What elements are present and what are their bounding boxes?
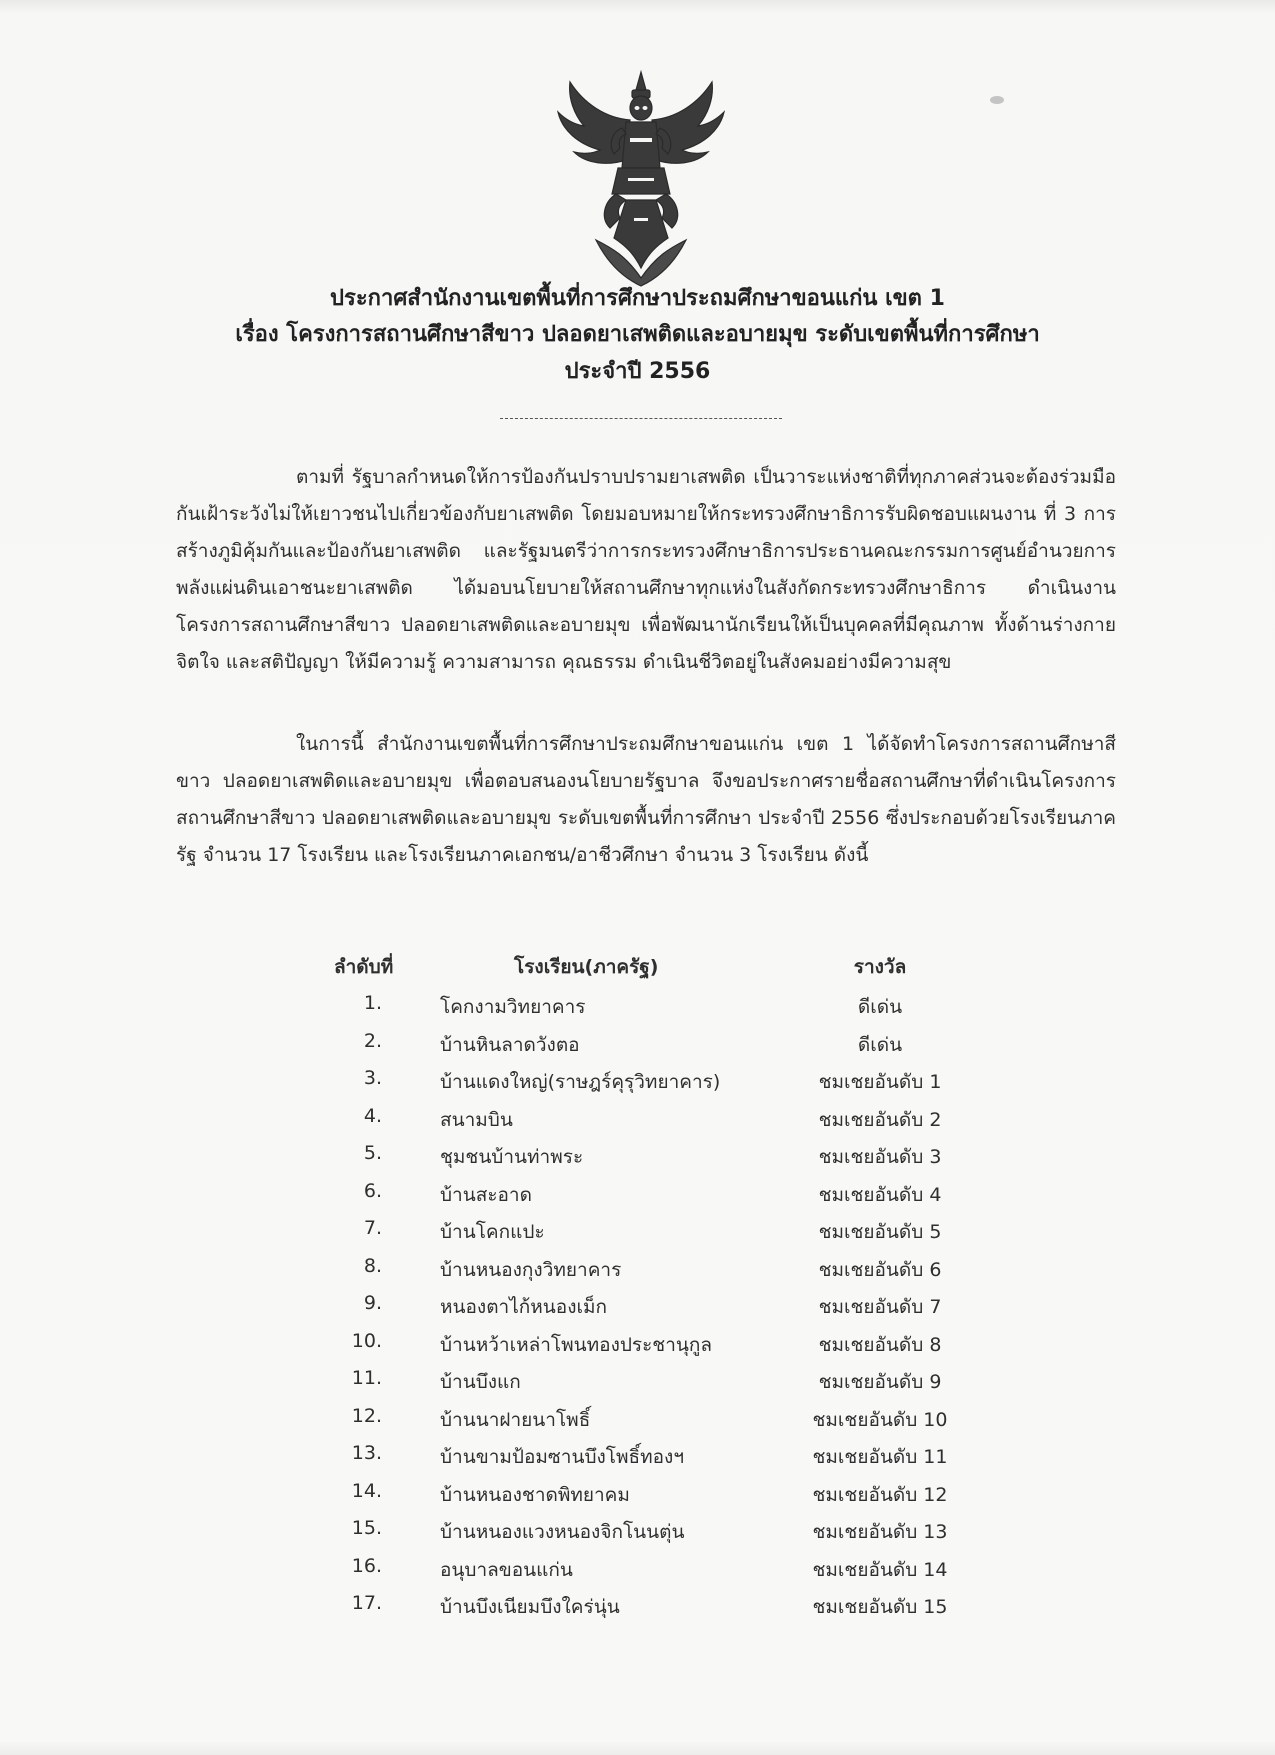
table-row	[320, 1180, 980, 1218]
table-row	[320, 1442, 980, 1480]
table-row	[320, 1292, 980, 1330]
row-school: บ้านแดงใหญ่(ราษฎร์คุรุวิทยาคาร)	[440, 1071, 721, 1093]
row-school: บ้านหนองกุงวิทยาคาร	[440, 1258, 622, 1281]
row-number: 15.	[351, 1517, 382, 1539]
scan-speck	[990, 96, 1004, 104]
table-row	[320, 1330, 980, 1368]
dashed-divider	[500, 418, 782, 419]
table-row	[320, 1255, 980, 1293]
table-row	[320, 1592, 980, 1630]
row-award: ชมเชยอันดับ 1	[818, 1071, 942, 1093]
row-school: หนองตาไก้หนองเม็ก	[440, 1296, 607, 1318]
row-award: ชมเชยอันดับ 7	[818, 1296, 942, 1318]
row-award: ดีเด่น	[857, 1033, 903, 1056]
row-number: 16.	[351, 1554, 382, 1577]
row-award: ชมเชยอันดับ 13	[812, 1521, 948, 1543]
table-row	[320, 1517, 980, 1555]
row-number: 13.	[351, 1442, 382, 1464]
row-number: 12.	[351, 1404, 382, 1427]
paragraph-1-text: ตามที่ รัฐบาลกำหนดให้การป้องกันปราบปรามยาเสพติด เป็นวาระแห่งชาติที่ทุกภาคส่วนจะต้องร่วมมือกันเฝ้าระวังไม่ให้เยาวชนไปเกี่ยวข้องกับยาเสพติด โดยมอบหมายให้กระทรวงศึกษาธิการรับผิดชอบแผนงาน ที่ 3 การสร้างภูมิคุ้มกันและป้องกันยาเสพติด และรัฐมนตรีว่าการกระทรวงศึกษาธิการประธานคณะกรรมการศูนย์อำนวยการพลังแผ่นดินเอาชนะยาเสพติด ได้มอบนโยบายให้สถานศึกษาทุกแห่งในสังกัดกระทรวงศึกษาธิการ ดำเนินงานโครงการสถานศึกษาสีขาว ปลอดยาเสพติดและอบายมุข เพื่อพัฒนานักเรียนให้เป็นบุคคลที่มีคุณภาพ ทั้งด้านร่างกาย จิตใจ และสติปัญญา ให้มีความรู้ ความสามารถ คุณธรรม ดำเนินชีวิตอยู่ในสังคมอย่างมีความสุข	[176, 466, 1116, 673]
table-row	[320, 1105, 980, 1143]
announcement-year: ประจำปี 2556	[564, 359, 711, 384]
row-number: 1.	[363, 992, 382, 1014]
row-school: บ้านหนองแวงหนองจิกโนนตุ่น	[440, 1521, 685, 1543]
row-school: บ้านหนองชาดพิทยาคม	[440, 1483, 630, 1506]
row-number: 17.	[351, 1592, 382, 1614]
announcement-subject: เรื่อง โครงการสถานศึกษาสีขาว ปลอดยาเสพติดและอบายมุข ระดับเขตพื้นที่การศึกษา	[235, 322, 1040, 347]
table-row	[320, 1480, 980, 1518]
row-school: ชุมชนบ้านท่าพระ	[440, 1146, 584, 1168]
table-row	[320, 992, 980, 1030]
paragraph-2-text: ในการนี้ สำนักงานเขตพื้นที่การศึกษาประถมศึกษาขอนแก่น เขต 1 ได้จัดทำโครงการสถานศึกษาสีขาว ปลอดยาเสพติดและอบายมุข เพื่อตอบสนองนโยบายรัฐบาล จึงขอประกาศรายชื่อสถานศึกษาที่ดำเนินโครงการสถานศึกษาสีขาว ปลอดยาเสพติดและอบายมุข ระดับเขตพื้นที่การศึกษา ประจำปี 2556 ซึ่งประกอบด้วยโรงเรียนภาครัฐ จำนวน 17 โรงเรียน และโรงเรียนภาคเอกชน/อาชีวศึกษา จำนวน 3 โรงเรียน ดังนี้	[176, 733, 1116, 866]
row-award: ดีเด่น	[857, 996, 903, 1018]
announcement-title: ประกาศสำนักงานเขตพื้นที่การศึกษาประถมศึกษาขอนแก่น เขต 1	[330, 286, 945, 311]
table-body	[320, 992, 980, 1630]
row-number: 14.	[351, 1479, 382, 1502]
row-number: 6.	[363, 1179, 382, 1202]
table-row	[320, 1555, 980, 1593]
row-award: ชมเชยอันดับ 2	[818, 1108, 942, 1131]
row-award: ชมเชยอันดับ 9	[818, 1371, 942, 1393]
row-number: 2.	[363, 1029, 382, 1052]
row-number: 7.	[363, 1217, 382, 1239]
row-number: 10.	[351, 1329, 382, 1352]
row-award: ชมเชยอันดับ 4	[818, 1183, 942, 1206]
row-award: ชมเชยอันดับ 14	[812, 1558, 948, 1581]
table-header-row	[320, 952, 980, 992]
table-row	[320, 1142, 980, 1180]
header-no: ลำดับที่	[334, 956, 394, 978]
row-award: ชมเชยอันดับ 10	[812, 1408, 948, 1431]
row-award: ชมเชยอันดับ 3	[818, 1146, 942, 1168]
row-school: บ้านโคกแปะ	[440, 1221, 545, 1243]
row-award: ชมเชยอันดับ 15	[812, 1596, 948, 1618]
header-award: รางวัล	[853, 956, 907, 978]
row-number: 11.	[351, 1367, 382, 1389]
table-row	[320, 1405, 980, 1443]
row-award: ชมเชยอันดับ 11	[812, 1446, 948, 1468]
table-row	[320, 1030, 980, 1068]
table-row	[320, 1367, 980, 1405]
row-school: บ้านบึงเนียมบึงใคร่นุ่น	[440, 1596, 620, 1618]
row-school: บ้านนาฝายนาโพธิ์	[440, 1408, 591, 1431]
row-number: 3.	[363, 1067, 382, 1089]
row-number: 4.	[363, 1104, 382, 1127]
row-award: ชมเชยอันดับ 6	[818, 1258, 942, 1281]
row-award: ชมเชยอันดับ 12	[812, 1483, 948, 1506]
paragraph-1	[176, 459, 1116, 681]
row-school: บ้านสะอาด	[440, 1183, 532, 1206]
row-school: บ้านขามป้อมซานบึงโพธิ์ทองฯ	[440, 1446, 684, 1468]
row-school: อนุบาลขอนแก่น	[440, 1558, 573, 1581]
row-number: 5.	[363, 1142, 382, 1164]
row-number: 9.	[363, 1292, 382, 1314]
row-school: โคกงามวิทยาคาร	[440, 996, 586, 1018]
header-school: โรงเรียน(ภาครัฐ)	[514, 956, 659, 978]
row-school: บ้านบึงแก	[440, 1371, 521, 1393]
school-award-table	[320, 952, 980, 1630]
row-award: ชมเชยอันดับ 8	[818, 1333, 942, 1356]
table-row	[320, 1067, 980, 1105]
row-award: ชมเชยอันดับ 5	[818, 1221, 942, 1243]
paragraph-2	[176, 726, 1116, 874]
garuda-emblem	[556, 68, 726, 288]
row-school: บ้านหว้าเหล่าโพนทองประชานุกูล	[440, 1333, 713, 1356]
row-school: บ้านหินลาดวังตอ	[440, 1033, 580, 1056]
row-number: 8.	[363, 1254, 382, 1277]
row-school: สนามบิน	[440, 1108, 513, 1131]
table-row	[320, 1217, 980, 1255]
